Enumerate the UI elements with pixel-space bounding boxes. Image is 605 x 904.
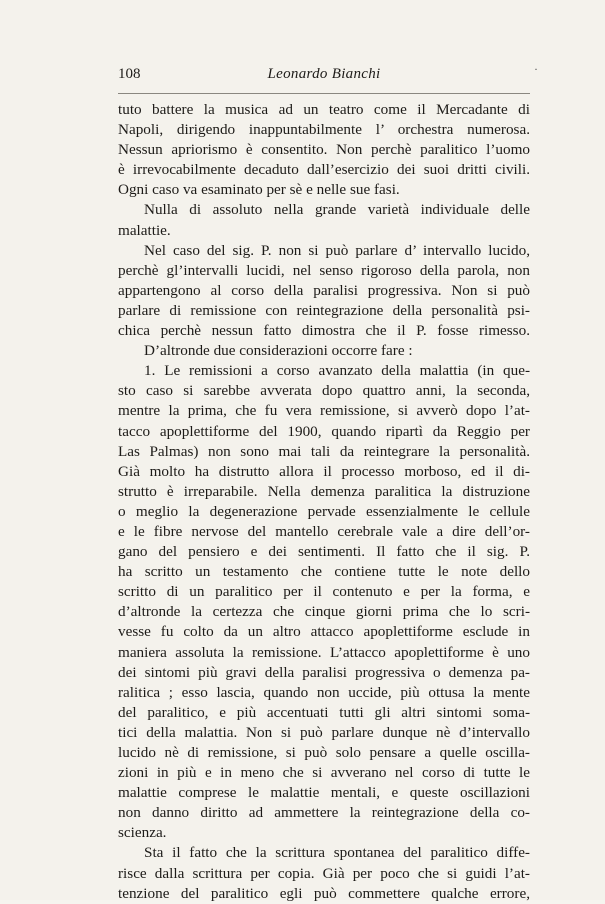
text-line: perchè gl’intervalli lucidi, nel senso rigoroso della parola, non xyxy=(118,261,530,279)
text-line: Già molto ha distrutto allora il processo morboso, ed il di- xyxy=(118,462,530,480)
text-line: del paralitico, e più accentuati tutti gli altri sintomi soma- xyxy=(118,703,530,721)
text-line: Napoli, dirigendo inappuntabilmente l’ orchestra numerosa. xyxy=(118,121,530,139)
text-line: malattie comprese le malattie mentali, e queste oscillazioni xyxy=(118,784,530,802)
text-line: parlare di remissione con reintegrazione della personalità psi- xyxy=(118,301,530,319)
text-line: o meglio la degenerazione pervade essenzialmente le cellule xyxy=(118,502,530,520)
page-number: 108 xyxy=(118,66,141,82)
text-line: e le fibre nervose del mantello cerebrale vale a dire dell’or- xyxy=(118,522,530,540)
text-line: tacco apoplettiforme del 1900, quando ripartì da Reggio per xyxy=(118,422,530,440)
text-line: vesse fu colto da un altro attacco apoplettiforme esclude in xyxy=(118,623,530,641)
text-line: scienza. xyxy=(118,824,167,842)
text-line: mentre la prima, che fu vera remissione, si avverò dopo l’at- xyxy=(118,402,530,420)
body-text xyxy=(118,100,530,904)
text-line: Las Palmas) non sono mai tali da reintegrare la personalità. xyxy=(118,442,530,460)
text-line: appartengono al corso della paralisi progressiva. Non si può xyxy=(118,281,530,299)
text-line: chica perchè nessun fatto dimostra che il P. fosse rimesso. xyxy=(118,322,530,340)
text-line: ha scritto un testamento che contiene tutte le note dello xyxy=(118,563,530,581)
text-line: gano del pensiero e dei sentimenti. Il fatto che il sig. P. xyxy=(118,543,530,561)
text-line: d’altronde la certezza che cinque giorni prima che lo scri- xyxy=(118,603,530,621)
text-line: D’altronde due considerazioni occorre fare : xyxy=(144,342,413,360)
text-line: tici della malattia. Non si può parlare dunque nè d’intervallo xyxy=(118,723,530,741)
text-line: maniera assoluta la remissione. L’attacco apoplettiforme è uno xyxy=(118,643,530,661)
header-rule xyxy=(118,93,530,94)
text-line: dei sintomi più gravi della paralisi progressiva o demenza pa- xyxy=(118,663,530,681)
text-line: sto caso si sarebbe avverata dopo quattro anni, la seconda, xyxy=(118,382,530,400)
text-line: tuto battere la musica ad un teatro come il Mercadante di xyxy=(118,101,530,118)
text-line: ralitica ; esso lascia, quando non uccide, più ottusa la mente xyxy=(118,683,530,701)
text-line: tenzione del paralitico egli può commettere qualche errore, xyxy=(118,884,530,902)
text-line: strutto è irreparabile. Nella demenza paralitica la distruzione xyxy=(118,482,530,500)
text-line: Nessun apriorismo è consentito. Non perchè paralitico l’uomo xyxy=(118,141,530,159)
text-line: zioni in più e in meno che si avverano nel corso di tutte le xyxy=(118,764,530,782)
text-line: è irrevocabilmente decaduto dall’esercizio dei suoi dritti civili. xyxy=(118,161,530,179)
text-line: malattie. xyxy=(118,221,171,239)
text-line: Nel caso del sig. P. non si può parlare d’ intervallo lucido, xyxy=(144,241,530,259)
page-header xyxy=(118,62,538,88)
text-line: risce dalla scrittura per copia. Già per poco che si guidi l’at- xyxy=(118,864,530,882)
corner-mark: · xyxy=(534,62,538,76)
running-title: Leonardo Bianchi xyxy=(267,66,381,82)
text-line: lucido nè di remissione, si può solo pensare a quelle oscilla- xyxy=(118,744,530,761)
text-line: Sta il fatto che la scrittura spontanea del paralitico diffe- xyxy=(144,844,530,862)
text-line: non danno diritto ad ammettere la reintegrazione della co- xyxy=(118,804,530,822)
text-line: 1. Le remissioni a corso avanzato della malattia (in que- xyxy=(144,362,530,380)
text-line: Ogni caso va esaminato per sè e nelle sue fasi. xyxy=(118,181,400,199)
text-line: scritto di un paralitico per il contenuto e per la forma, e xyxy=(118,583,530,601)
text-line: Nulla di assoluto nella grande varietà individuale delle xyxy=(144,201,530,219)
